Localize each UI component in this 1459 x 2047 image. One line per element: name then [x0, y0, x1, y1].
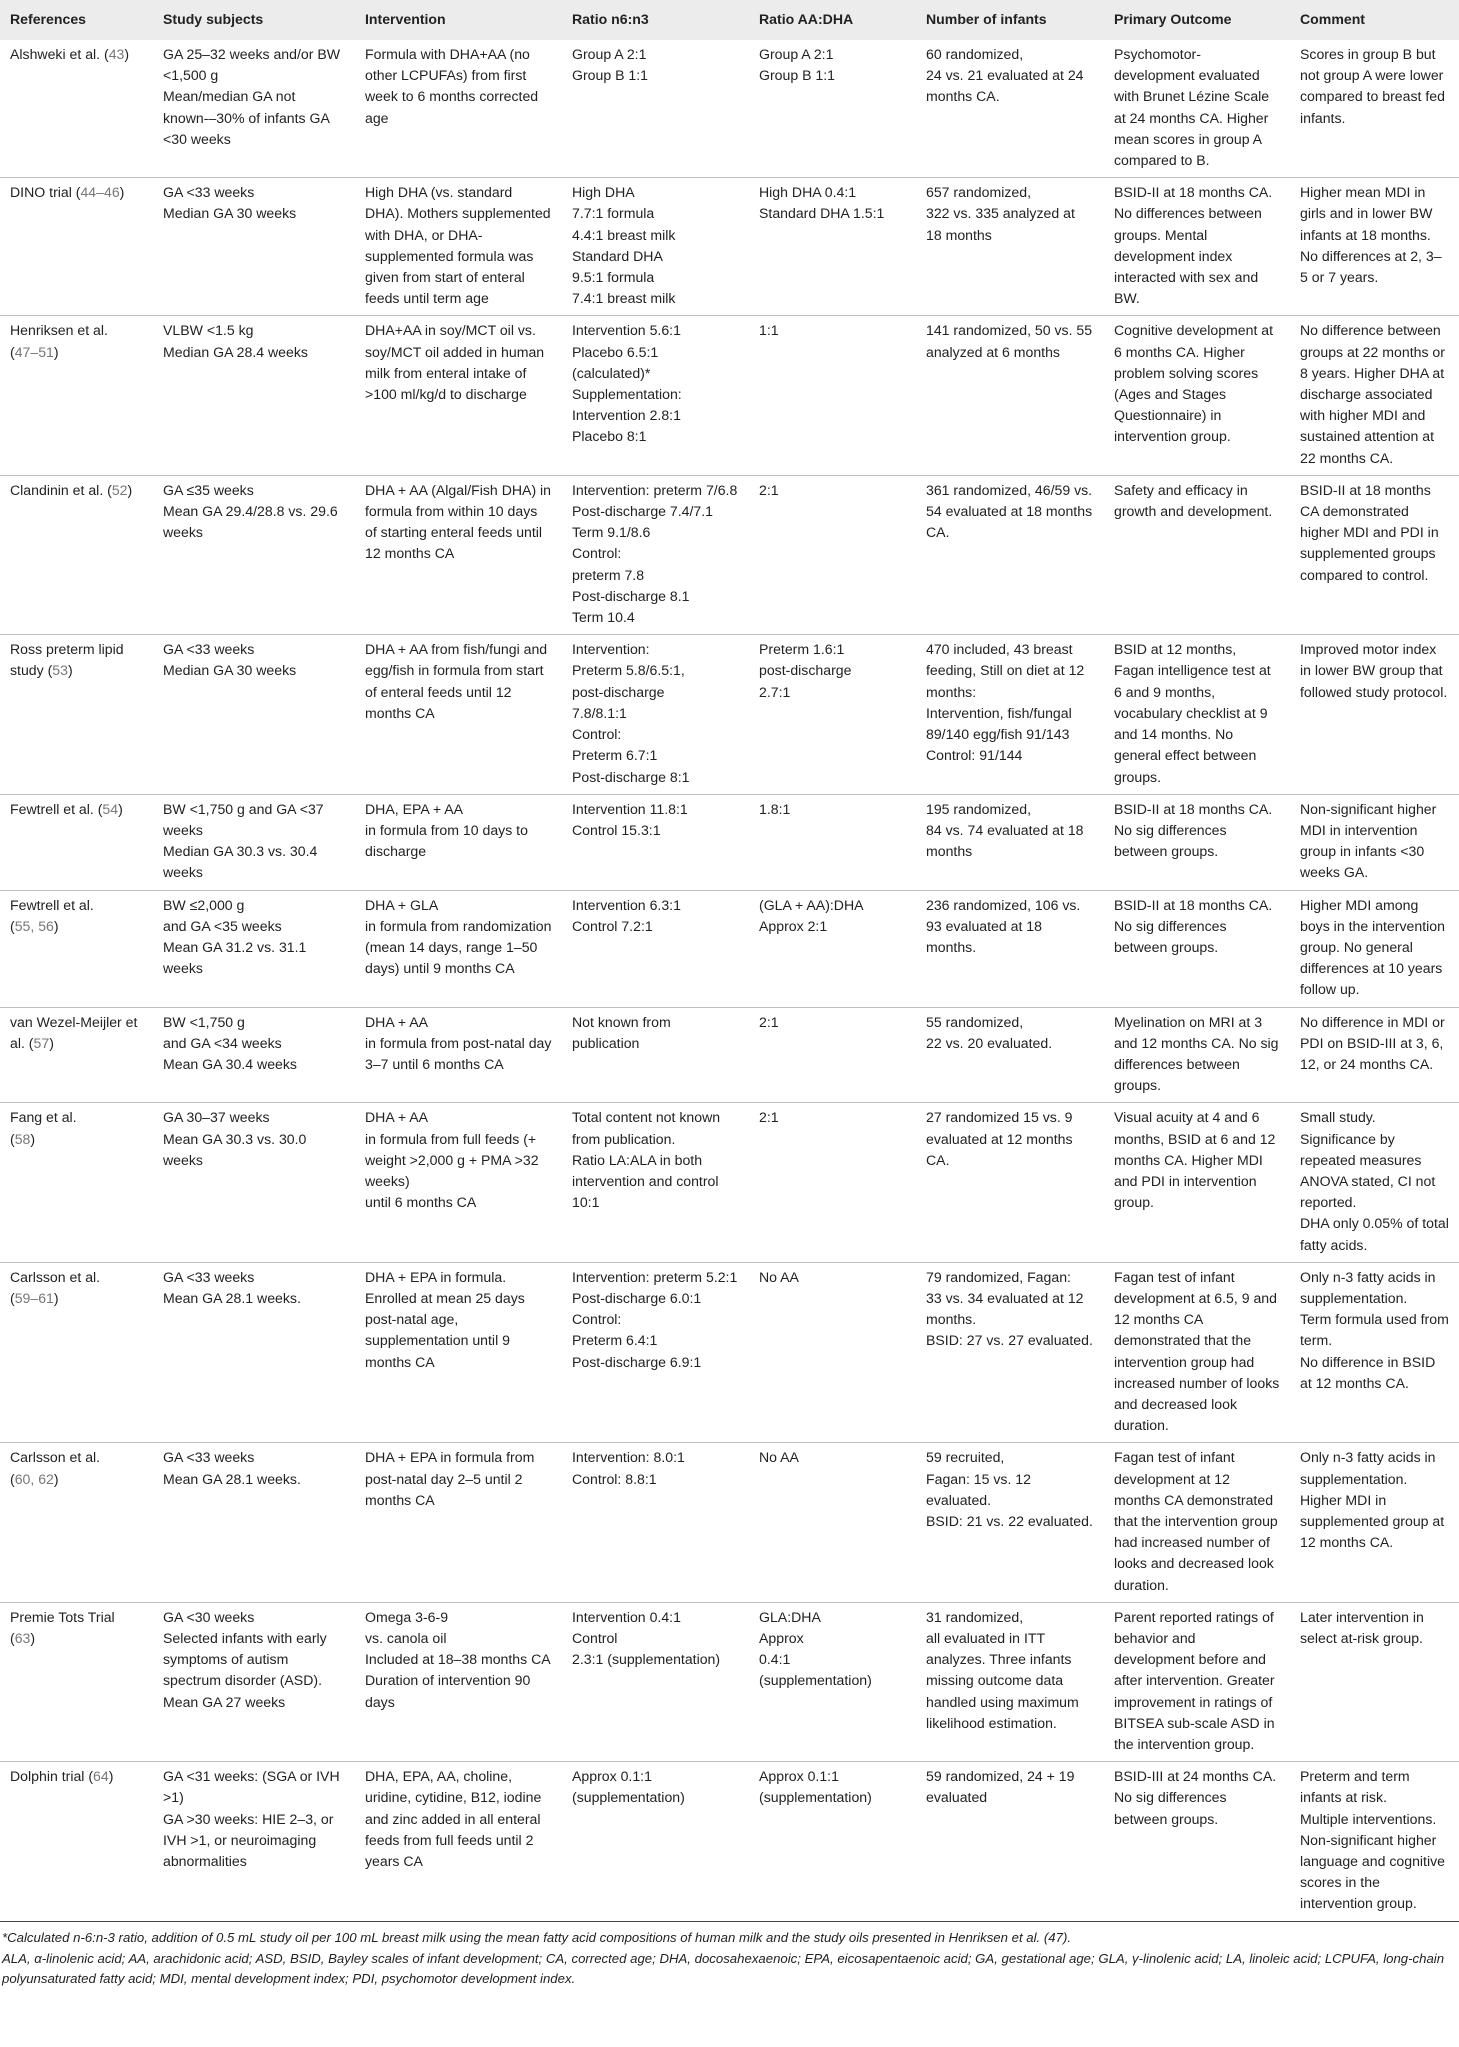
cell-comment: Higher MDI among boys in the intervention group. No general differences at 10 years follow up. [1290, 890, 1459, 1007]
reference-citation-link[interactable]: 52 [111, 481, 128, 498]
cell-ratio-aadha: 1.8:1 [749, 794, 916, 890]
reference-name: Fewtrell et al. ( [10, 800, 103, 817]
col-header-study-subjects: Study subjects [153, 0, 355, 40]
cell-intervention: DHA+AA in soy/MCT oil vs. soy/MCT oil added in human milk from enteral intake of >100 ml/kg/d to discharge [355, 316, 562, 475]
cell-number-of-infants: 195 randomized, 84 vs. 74 evaluated at 18 months [916, 794, 1104, 890]
reference-close: ) [49, 1034, 54, 1051]
table-row [0, 890, 1459, 1007]
cell-comment: Only n-3 fatty acids in supplementation. Higher MDI in supplemented group at 12 months CA. [1290, 1443, 1459, 1602]
cell-study-subjects: BW <1,750 g and GA <34 weeks Mean GA 30.4 weeks [153, 1007, 355, 1103]
cell-ratio-aadha: 2:1 [749, 1007, 916, 1103]
cell-ratio-n6n3: Intervention 0.4:1 Control 2.3:1 (supplementation) [562, 1602, 749, 1761]
reference-name: Ross preterm lipid study ( [10, 641, 124, 679]
reference-name: DINO trial ( [10, 184, 81, 201]
cell-comment: Improved motor index in lower BW group that followed study protocol. [1290, 635, 1459, 794]
cell-ratio-n6n3: Intervention: preterm 5.2:1 Post-discharge 6.0:1 Control: Preterm 6.4:1 Post-discharge 6.9:1 [562, 1262, 749, 1443]
cell-intervention: Formula with DHA+AA (no other LCPUFAs) from first week to 6 months corrected age [355, 40, 562, 178]
cell-study-subjects: BW <1,750 g and GA <37 weeks Median GA 30.3 vs. 30.4 weeks [153, 794, 355, 890]
reference-close: ) [67, 662, 73, 679]
cell-number-of-infants: 657 randomized, 322 vs. 335 analyzed at 18 months [916, 178, 1104, 316]
col-header-primary-outcome: Primary Outcome [1104, 0, 1290, 40]
col-header-intervention: Intervention [355, 0, 562, 40]
cell-study-subjects: VLBW <1.5 kg Median GA 28.4 weeks [153, 316, 355, 475]
reference-name: Fang et al. ( [10, 1109, 77, 1147]
reference-close: ) [127, 481, 133, 498]
cell-primary-outcome: BSID-II at 18 months CA. No differences between groups. Mental development index interacted with sex and BW. [1104, 178, 1290, 316]
reference-name: Alshweki et al. ( [10, 46, 109, 62]
cell-ratio-aadha: 2:1 [749, 1103, 916, 1262]
reference-citation-link[interactable]: 63 [14, 1630, 31, 1647]
footnote-abbreviations: ALA, α-linolenic acid; AA, arachidonic acid; ASD, BSID, Bayley scales of infant development; CA, corrected age; DHA, docosahexaenoic; EPA, eicosapentaenoic acid; GA, gestational age; GLA, γ-linolenic acid; LA, linoleic acid; LCPUFA, long-chain polyunsaturated fatty acid; MDI, mental development index; PDI, psychomotor development index. [2, 1951, 1445, 1986]
cell-intervention: DHA + GLA in formula from randomization (mean 14 days, range 1–50 days) until 9 months CA [355, 890, 562, 1007]
cell-reference [0, 316, 153, 475]
reference-name: van Wezel-Meijler et al. ( [10, 1013, 138, 1051]
cell-number-of-infants: 55 randomized, 22 vs. 20 evaluated. [916, 1007, 1104, 1103]
cell-ratio-aadha: No AA [749, 1262, 916, 1443]
reference-close: ) [30, 1630, 36, 1647]
table-row [0, 1602, 1459, 1761]
table-footnotes [0, 1922, 1459, 1989]
reference-citation-link[interactable]: 54 [102, 800, 119, 817]
cell-ratio-n6n3: Intervention 11.8:1 Control 15.3:1 [562, 794, 749, 890]
cell-reference [0, 1443, 153, 1602]
cell-reference [0, 1762, 153, 1921]
reference-close: ) [119, 184, 125, 201]
cell-reference [0, 475, 153, 634]
cell-study-subjects: GA <33 weeks Median GA 30 weeks [153, 635, 355, 794]
cell-reference [0, 1262, 153, 1443]
cell-number-of-infants: 79 randomized, Fagan: 33 vs. 34 evaluated at 12 months. BSID: 27 vs. 27 evaluated. [916, 1262, 1104, 1443]
cell-study-subjects: GA 25–32 weeks and/or BW <1,500 g Mean/median GA not known-–30% of infants GA <30 weeks [153, 40, 355, 178]
reference-close: ) [53, 917, 59, 934]
cell-number-of-infants: 27 randomized 15 vs. 9 evaluated at 12 months CA. [916, 1103, 1104, 1262]
cell-ratio-n6n3: Total content not known from publication. Ratio LA:ALA in both intervention and control 10:1 [562, 1103, 749, 1262]
cell-comment: Higher mean MDI in girls and in lower BW infants at 18 months. No differences at 2, 3–5 or 7 years. [1290, 178, 1459, 316]
table-row [0, 1762, 1459, 1921]
col-header-ratio-aadha: Ratio AA:DHA [749, 0, 916, 40]
cell-intervention: DHA + AA in formula from post-natal day 3–7 until 6 months CA [355, 1007, 562, 1103]
cell-primary-outcome: Cognitive development at 6 months CA. Higher problem solving scores (Ages and Stages Questionnaire) in intervention group. [1104, 316, 1290, 475]
cell-reference [0, 1103, 153, 1262]
cell-intervention: DHA + EPA in formula. Enrolled at mean 25 days post-natal age, supplementation until 9 months CA [355, 1262, 562, 1443]
reference-citation-link[interactable]: 60, 62 [14, 1470, 54, 1487]
cell-study-subjects: GA <33 weeks Median GA 30 weeks [153, 178, 355, 316]
cell-primary-outcome: Safety and efficacy in growth and development. [1104, 475, 1290, 634]
table-row [0, 316, 1459, 475]
cell-number-of-infants: 59 recruited, Fagan: 15 vs. 12 evaluated. BSID: 21 vs. 22 evaluated. [916, 1443, 1104, 1602]
cell-comment: No difference in MDI or PDI on BSID-III at 3, 6, 12, or 24 months CA. [1290, 1007, 1459, 1103]
reference-name: Henriksen et al. ( [10, 322, 108, 360]
cell-comment: No difference between groups at 22 months or 8 years. Higher DHA at discharge associated with higher MDI and sustained attention at 22 months CA. [1290, 316, 1459, 475]
cell-study-subjects: GA <30 weeks Selected infants with early symptoms of autism spectrum disorder (ASD). Mean GA 27 weeks [153, 1602, 355, 1761]
cell-study-subjects: GA 30–37 weeks Mean GA 30.3 vs. 30.0 weeks [153, 1103, 355, 1262]
cell-reference [0, 890, 153, 1007]
cell-study-subjects: GA <33 weeks Mean GA 28.1 weeks. [153, 1262, 355, 1443]
cell-primary-outcome: BSID-II at 18 months CA. No sig differences between groups. [1104, 890, 1290, 1007]
table-row [0, 1103, 1459, 1262]
cell-comment: BSID-II at 18 months CA demonstrated higher MDI and PDI in supplemented groups compared to control. [1290, 475, 1459, 634]
cell-number-of-infants: 361 randomized, 46/59 vs. 54 evaluated at 18 months CA. [916, 475, 1104, 634]
cell-comment: Later intervention in select at-risk group. [1290, 1602, 1459, 1761]
cell-ratio-aadha: Preterm 1.6:1 post-discharge 2.7:1 [749, 635, 916, 794]
table-row [0, 1443, 1459, 1602]
cell-comment: Small study. Significance by repeated measures ANOVA stated, CI not reported. DHA only 0.05% of total fatty acids. [1290, 1103, 1459, 1262]
cell-intervention: High DHA (vs. standard DHA). Mothers supplemented with DHA, or DHA-supplemented formula was given from start of enteral feeds until term age [355, 178, 562, 316]
cell-intervention: Omega 3-6-9 vs. canola oil Included at 18–38 months CA Duration of intervention 90 days [355, 1602, 562, 1761]
reference-close: ) [53, 1470, 59, 1487]
cell-study-subjects: GA ≤35 weeks Mean GA 29.4/28.8 vs. 29.6 weeks [153, 475, 355, 634]
cell-ratio-n6n3: Approx 0.1:1 (supplementation) [562, 1762, 749, 1921]
reference-citation-link[interactable]: 55, 56 [14, 917, 54, 934]
reference-name: Carlsson et al. ( [10, 1449, 101, 1487]
cell-intervention: DHA + AA (Algal/Fish DHA) in formula from within 10 days of starting enteral feeds until 12 months CA [355, 475, 562, 634]
cell-primary-outcome: Fagan test of infant development at 12 months CA demonstrated that the intervention group had increased number of looks and decreased look duration. [1104, 1443, 1290, 1602]
reference-close: ) [53, 1289, 59, 1306]
table-header-row [0, 0, 1459, 40]
cell-number-of-infants: 236 randomized, 106 vs. 93 evaluated at 18 months. [916, 890, 1104, 1007]
cell-study-subjects: GA <33 weeks Mean GA 28.1 weeks. [153, 1443, 355, 1602]
cell-ratio-aadha: Group A 2:1 Group B 1:1 [749, 40, 916, 178]
cell-ratio-n6n3: Intervention: Preterm 5.8/6.5:1, post-discharge 7.8/8.1:1 Control: Preterm 6.7:1 Post-discharge 8:1 [562, 635, 749, 794]
cell-ratio-aadha: (GLA + AA):DHA Approx 2:1 [749, 890, 916, 1007]
reference-close: ) [30, 1130, 36, 1147]
cell-ratio-aadha: No AA [749, 1443, 916, 1602]
cell-comment: Scores in group B but not group A were lower compared to breast fed infants. [1290, 40, 1459, 178]
reference-citation-link[interactable]: 58 [14, 1130, 31, 1147]
cell-ratio-aadha: 1:1 [749, 316, 916, 475]
reference-citation-link[interactable]: 59–61 [14, 1289, 54, 1306]
col-header-comment: Comment [1290, 0, 1459, 40]
cell-intervention: DHA + AA from fish/fungi and egg/fish in formula from start of enteral feeds until 12 months CA [355, 635, 562, 794]
table-row [0, 635, 1459, 794]
footnote-calculation: *Calculated n-6:n-3 ratio, addition of 0.5 mL study oil per 100 mL breast milk using the mean fatty acid compositions of human milk and the study oils presented in Henriksen et al. (47). [2, 1929, 1071, 1945]
col-header-references: References [0, 0, 153, 40]
reference-citation-link[interactable]: 53 [52, 662, 68, 679]
cell-reference [0, 178, 153, 316]
reference-citation-link[interactable]: 64 [93, 1768, 109, 1785]
cell-primary-outcome: BSID-III at 24 months CA. No sig differences between groups. [1104, 1762, 1290, 1921]
reference-name: Clandinin et al. ( [10, 481, 112, 498]
reference-citation-link[interactable]: 57 [33, 1034, 50, 1051]
cell-ratio-n6n3: High DHA 7.7:1 formula 4.4:1 breast milk Standard DHA 9.5:1 formula 7.4:1 breast milk [562, 178, 749, 316]
cell-number-of-infants: 470 included, 43 breast feeding, Still on diet at 12 months: Intervention, fish/fungal 89/140 egg/fish 91/143 Control: 91/144 [916, 635, 1104, 794]
cell-primary-outcome: Psychomotor-development evaluated with Brunet Lézine Scale at 24 months CA. Higher mean scores in group A compared to B. [1104, 40, 1290, 178]
table-row [0, 475, 1459, 634]
reference-name: Dolphin trial ( [10, 1768, 94, 1785]
cell-intervention: DHA + AA in formula from full feeds (+ weight >2,000 g + PMA >32 weeks) until 6 months CA [355, 1103, 562, 1262]
table-row [0, 794, 1459, 890]
reference-name: Fewtrell et al. ( [10, 896, 94, 934]
cell-reference [0, 794, 153, 890]
col-header-ratio-n6n3: Ratio n6:n3 [562, 0, 749, 40]
col-header-number-of-infants: Number of infants [916, 0, 1104, 40]
table-row [0, 178, 1459, 316]
cell-number-of-infants: 141 randomized, 50 vs. 55 analyzed at 6 months [916, 316, 1104, 475]
reference-citation-link[interactable]: 43 [108, 46, 125, 62]
cell-ratio-n6n3: Not known from publication [562, 1007, 749, 1103]
cell-number-of-infants: 60 randomized, 24 vs. 21 evaluated at 24 months CA. [916, 40, 1104, 178]
reference-citation-link[interactable]: 44–46 [80, 184, 120, 201]
cell-primary-outcome: BSID-II at 18 months CA. No sig differences between groups. [1104, 794, 1290, 890]
cell-comment: Only n-3 fatty acids in supplementation. Term formula used from term. No difference in BSID at 12 months CA. [1290, 1262, 1459, 1443]
cell-ratio-aadha: GLA:DHA Approx 0.4:1 (supplementation) [749, 1602, 916, 1761]
reference-close: ) [108, 1768, 114, 1785]
reference-name: Premie Tots Trial ( [10, 1608, 115, 1647]
cell-number-of-infants: 59 randomized, 24 + 19 evaluated [916, 1762, 1104, 1921]
cell-intervention: DHA + EPA in formula from post-natal day 2–5 until 2 months CA [355, 1443, 562, 1602]
cell-ratio-n6n3: Intervention 6.3:1 Control 7.2:1 [562, 890, 749, 1007]
table-row [0, 40, 1459, 178]
table-row [0, 1007, 1459, 1103]
reference-close: ) [53, 343, 59, 360]
cell-intervention: DHA, EPA + AA in formula from 10 days to discharge [355, 794, 562, 890]
cell-number-of-infants: 31 randomized, all evaluated in ITT analyzes. Three infants missing outcome data handled using maximum likelihood estimation. [916, 1602, 1104, 1761]
cell-study-subjects: GA <31 weeks: (SGA or IVH >1) GA >30 weeks: HIE 2–3, or IVH >1, or neuroimaging abnormalities [153, 1762, 355, 1921]
reference-close: ) [124, 46, 130, 62]
reference-citation-link[interactable]: 47–51 [14, 343, 54, 360]
cell-comment: Preterm and term infants at risk. Multiple interventions. Non-significant higher language and cognitive scores in the intervention group. [1290, 1762, 1459, 1921]
cell-ratio-aadha: Approx 0.1:1 (supplementation) [749, 1762, 916, 1921]
cell-ratio-aadha: 2:1 [749, 475, 916, 634]
table-body [0, 40, 1459, 1921]
cell-ratio-n6n3: Intervention 5.6:1 Placebo 6.5:1 (calculated)* Supplementation: Intervention 2.8:1 Placebo 8:1 [562, 316, 749, 475]
cell-ratio-aadha: High DHA 0.4:1 Standard DHA 1.5:1 [749, 178, 916, 316]
cell-reference [0, 40, 153, 178]
reference-name: Carlsson et al. ( [10, 1268, 101, 1306]
cell-primary-outcome: Fagan test of infant development at 6.5, 9 and 12 months CA demonstrated that the intervention group had increased number of looks and decreased look duration. [1104, 1262, 1290, 1443]
cell-reference [0, 1602, 153, 1761]
cell-ratio-n6n3: Group A 2:1 Group B 1:1 [562, 40, 749, 178]
cell-ratio-n6n3: Intervention: 8.0:1 Control: 8.8:1 [562, 1443, 749, 1602]
cell-comment: Non-significant higher MDI in intervention group in infants <30 weeks GA. [1290, 794, 1459, 890]
reference-close: ) [118, 800, 123, 817]
cell-study-subjects: BW ≤2,000 g and GA <35 weeks Mean GA 31.2 vs. 31.1 weeks [153, 890, 355, 1007]
table-row [0, 1262, 1459, 1443]
cell-primary-outcome: Parent reported ratings of behavior and development before and after intervention. Greater improvement in ratings of BITSEA sub-scale ASD in the intervention group. [1104, 1602, 1290, 1761]
cell-reference [0, 1007, 153, 1103]
cell-ratio-n6n3: Intervention: preterm 7/6.8 Post-discharge 7.4/7.1 Term 9.1/8.6 Control: preterm 7.8 Post-discharge 8.1 Term 10.4 [562, 475, 749, 634]
cell-intervention: DHA, EPA, AA, choline, uridine, cytidine, B12, iodine and zinc added in all enteral feeds from full feeds until 2 years CA [355, 1762, 562, 1921]
cell-primary-outcome: Visual acuity at 4 and 6 months, BSID at 6 and 12 months CA. Higher MDI and PDI in intervention group. [1104, 1103, 1290, 1262]
cell-primary-outcome: BSID at 12 months, Fagan intelligence test at 6 and 9 months, vocabulary checklist at 9 and 14 months. No general effect between groups. [1104, 635, 1290, 794]
cell-primary-outcome: Myelination on MRI at 3 and 12 months CA. No sig differences between groups. [1104, 1007, 1290, 1103]
cell-reference [0, 635, 153, 794]
